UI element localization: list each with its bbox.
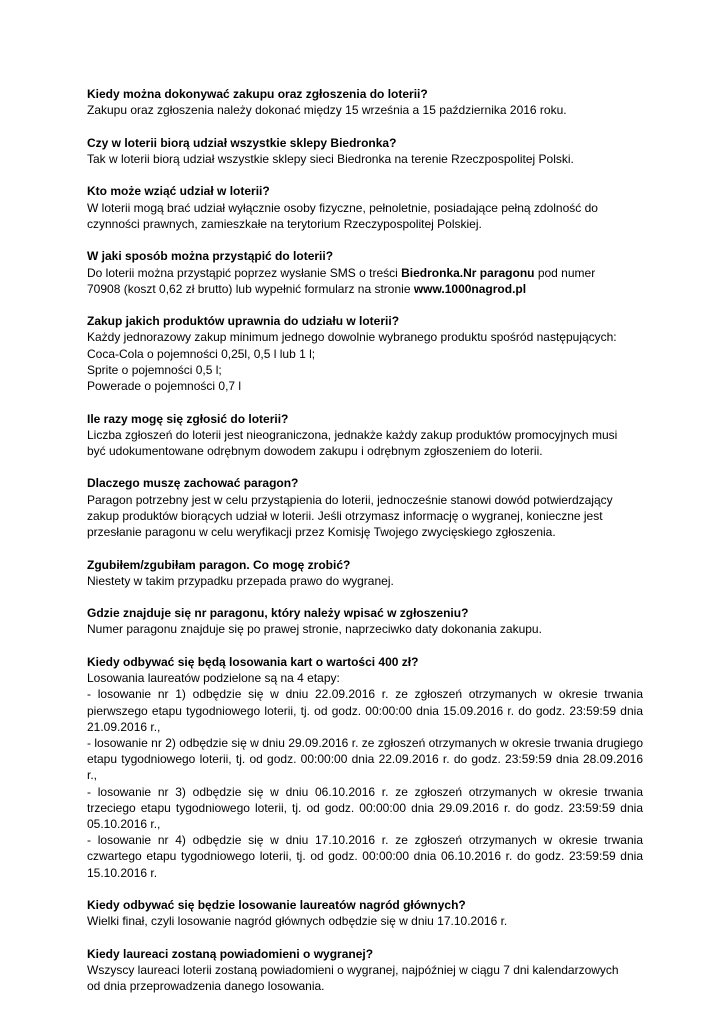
faq-answer-intro: Losowania laureatów podzielone są na 4 etapy: — [87, 671, 340, 686]
faq-answer-line — [87, 265, 643, 281]
faq-item-receipt-number-location — [87, 605, 643, 637]
faq-item-card-draws — [87, 654, 643, 881]
faq-answer-line: Liczba zgłoszeń do loterii jest nieograniczona, jednakże każdy zakup produktów promocyjnych musi — [87, 427, 618, 442]
product-item: Coca-Cola o pojemności 0,25l, 0,5 l lub 1 l; — [87, 346, 316, 361]
answer-text: 70908 (koszt 0,62 zł brutto) lub wypełnić formularz na stronie — [87, 281, 414, 296]
faq-item-lost-receipt — [87, 557, 643, 589]
faq-item-eligibility — [87, 183, 643, 232]
faq-question: Czy w loterii biorą udział wszystkie sklepy Biedronka? — [87, 135, 397, 150]
faq-item-main-prize-draw — [87, 897, 643, 929]
website-url: www.1000nagrod.pl — [413, 281, 527, 296]
faq-answer-line: być udokumentowane odrębnym dowodem zakupu i odrębnym zgłoszeniem do loterii. — [87, 443, 543, 458]
draw-stage-2: - losowanie nr 2) odbędzie się w dniu 29.09.2016 r. ze zgłoszeń otrzymanych w okresie trwania drugiego etapu tygodniowego loterii, tj. od godz. 00:00:00 dnia 22.09.2016 r. do godz. 23:59:59 dnia 28.09.2016 r., — [87, 735, 643, 783]
faq-answer-line: Każdy jednorazowy zakup minimum jednego dowolnie wybranego produktu spośród następujących: — [87, 330, 617, 345]
faq-answer-line: od dnia przeprowadzenia danego losowania. — [87, 979, 325, 994]
faq-answer: Niestety w takim przypadku przepada prawo do wygranej. — [87, 573, 394, 588]
faq-item-winner-notification — [87, 946, 643, 995]
faq-question: Zgubiłem/zgubiłam paragon. Co mogę zrobić? — [87, 557, 351, 572]
faq-question: Kto może wziąć udział w loterii? — [87, 184, 270, 199]
faq-answer-line: Wszyscy laureaci loterii zostaną powiadomieni o wygranej, najpóźniej w ciągu 7 dni kalendarzowych — [87, 963, 619, 977]
faq-answer-line: przesłanie paragonu w celu weryfikacji przez Komisję Twojego zwycięskiego zgłoszenia. — [87, 525, 556, 540]
faq-answer: Numer paragonu znajduje się po prawej stronie, naprzeciwko daty dokonania zakupu. — [87, 622, 542, 637]
faq-question: Kiedy odbywać się będą losowania kart o wartości 400 zł? — [87, 654, 419, 669]
faq-question: Kiedy można dokonywać zakupu oraz zgłoszenia do loterii? — [87, 87, 428, 101]
faq-question: Kiedy odbywać się będzie losowanie laureatów nagród głównych? — [87, 898, 466, 913]
sms-content-text: Biedronka.Nr paragonu — [401, 265, 535, 280]
product-item: Powerade o pojemności 0,7 l — [87, 379, 242, 394]
faq-item-participating-stores — [87, 135, 643, 167]
faq-answer-line: W loterii mogą brać udział wyłącznie osoby fizyczne, pełnoletnie, posiadające pełną zdolność do — [87, 200, 598, 215]
faq-item-keep-receipt — [87, 475, 643, 540]
faq-item-entry-limit — [87, 411, 643, 460]
faq-answer-line: zakup produktów biorących udział w loterii. Jeśli otrzymasz informację o wygranej, konieczne jest — [87, 508, 603, 523]
faq-document — [87, 86, 643, 1011]
faq-question: Zakup jakich produktów uprawnia do udziału w loterii? — [87, 314, 400, 329]
faq-question: Ile razy mogę się zgłosić do loterii? — [87, 411, 289, 426]
draw-stage-1: - losowanie nr 1) odbędzie się w dniu 22.09.2016 r. ze zgłoszeń otrzymanych w okresie trwania pierwszego etapu tygodniowego loterii, tj. od godz. 00:00:00 dnia 15.09.2016 r. do godz. 23:59:59 dnia 21.09.2016 r., — [87, 687, 643, 734]
faq-item-eligible-products — [87, 313, 643, 394]
draw-stage-4: - losowanie nr 4) odbędzie się w dniu 17.10.2016 r. ze zgłoszeń otrzymanych w okresie trwania czwartego etapu tygodniowego loterii, tj. od godz. 00:00:00 dnia 06.10.2016 r. do godz. 23:59:59 dnia 15.10.2016 r. — [87, 833, 643, 880]
faq-answer: Wielki finał, czyli losowanie nagród głównych odbędzie się w dniu 17.10.2016 r. — [87, 914, 508, 929]
faq-question: Dlaczego muszę zachować paragon? — [87, 476, 299, 491]
faq-answer-line: czynności prawnych, zamieszkałe na terytorium Rzeczypospolitej Polskiej. — [87, 216, 482, 231]
faq-item-purchase-period — [87, 86, 643, 118]
faq-answer-line: Paragon potrzebny jest w celu przystąpienia do loterii, jednocześnie stanowi dowód potwierdzający — [87, 492, 613, 507]
product-item: Sprite o pojemności 0,5 l; — [87, 362, 222, 377]
draw-stage-3: - losowanie nr 3) odbędzie się w dniu 06.10.2016 r. ze zgłoszeń otrzymanych w okresie trwania trzeciego etapu tygodniowego loterii, tj. od godz. 00:00:00 dnia 29.09.2016 r. do godz. 23:59:59 dnia 05.10.2016 r., — [87, 784, 643, 831]
faq-item-how-to-enter — [87, 248, 643, 297]
faq-question: Gdzie znajduje się nr paragonu, który należy wpisać w zgłoszeniu? — [87, 606, 469, 621]
answer-text: pod numer — [534, 265, 596, 280]
answer-text: Do loterii można przystąpić poprzez wysłanie SMS o treści — [87, 265, 402, 280]
faq-answer: Zakupu oraz zgłoszenia należy dokonać między 15 września a 15 października 2016 roku. — [87, 103, 567, 118]
faq-answer: Tak w loterii biorą udział wszystkie sklepy sieci Biedronka na terenie Rzeczpospolitej Polski. — [87, 151, 574, 166]
faq-answer-line — [87, 281, 643, 297]
faq-question: Kiedy laureaci zostaną powiadomieni o wygranej? — [87, 946, 374, 961]
faq-question: W jaki sposób można przystąpić do loterii? — [87, 249, 334, 264]
